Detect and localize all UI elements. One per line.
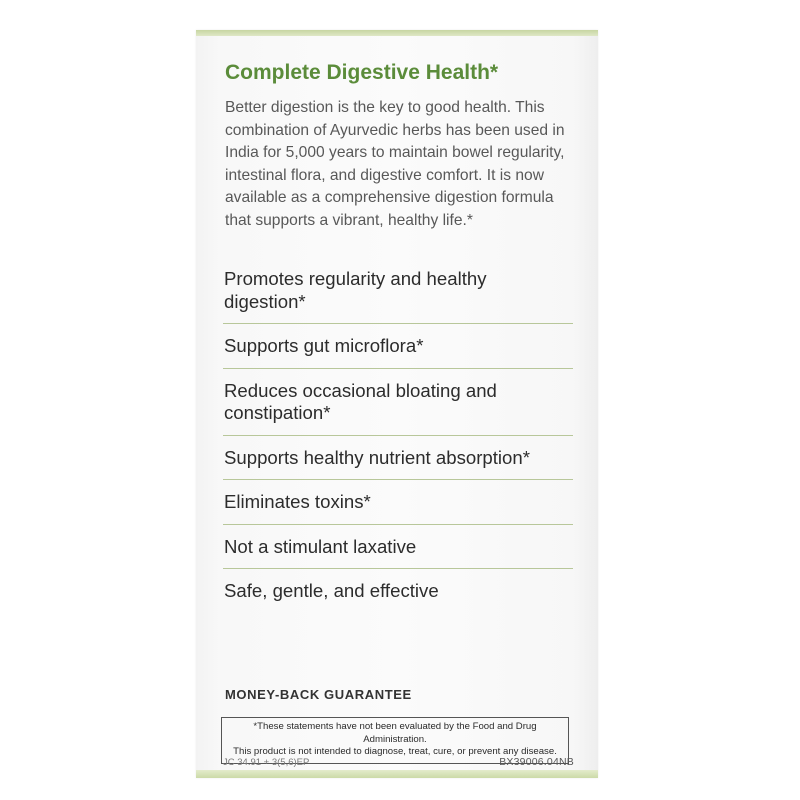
- benefit-item: Supports healthy nutrient absorption*: [223, 445, 573, 481]
- benefit-item: Reduces occasional bloating and constipation*: [223, 378, 573, 436]
- benefit-item: Not a stimulant laxative: [223, 534, 573, 570]
- product-box-panel: [196, 30, 598, 778]
- panel-description: Better digestion is the key to good health. This combination of Ayurvedic herbs has been used in India for 5,000 years to maintain bowel regularity, intestinal flora, and digestive comfort. It is now available as a comprehensive digestion formula that supports a vibrant, healthy life.*: [225, 99, 565, 229]
- benefit-item: Supports gut microflora*: [223, 333, 573, 369]
- benefit-item: Promotes regularity and healthy digestion*: [223, 266, 573, 324]
- disclaimer-line-1: *These statements have not been evaluated by the Food and Drug Administration.: [253, 721, 537, 745]
- disclaimer-line-2: This product is not intended to diagnose, treat, cure, or prevent any disease.: [233, 746, 557, 757]
- benefit-item: Eliminates toxins*: [223, 489, 573, 525]
- benefits-list: [223, 266, 573, 622]
- lot-code: JC 34.91 + 3(5,6)EP: [223, 757, 310, 768]
- money-back-guarantee: MONEY-BACK GUARANTEE: [225, 687, 412, 702]
- benefit-item: Safe, gentle, and effective: [224, 580, 439, 601]
- product-code: BX39006.04NB: [499, 756, 574, 768]
- panel-title: Complete Digestive Health*: [225, 61, 499, 84]
